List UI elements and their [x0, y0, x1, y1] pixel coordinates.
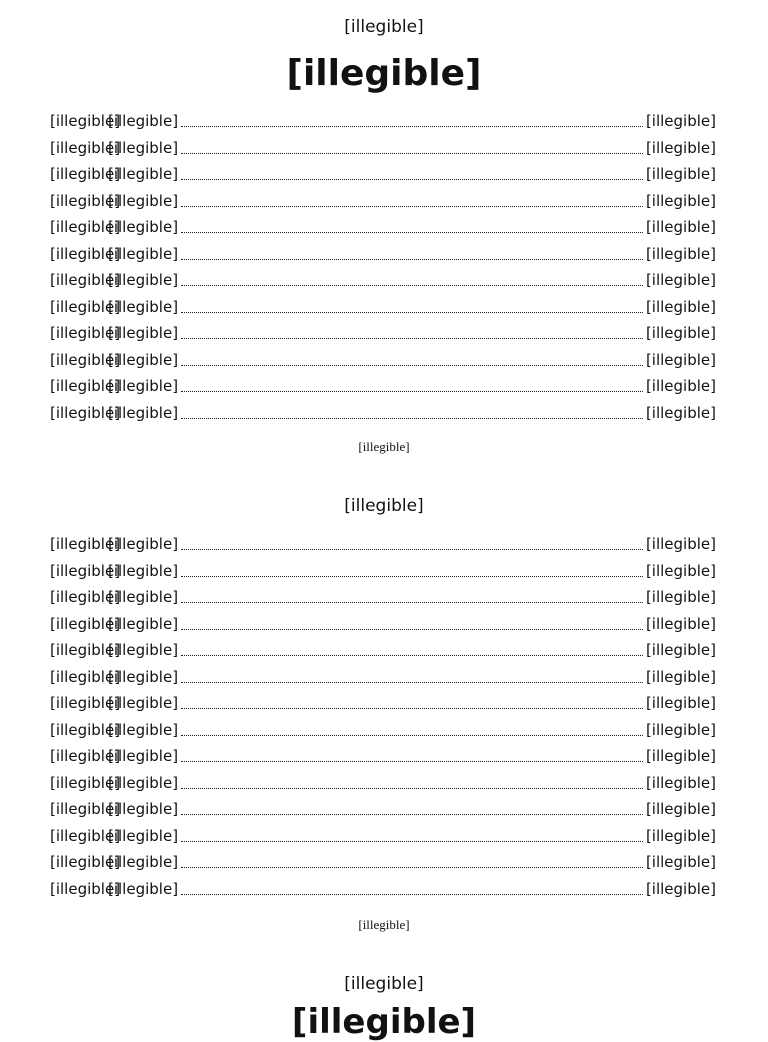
toc-entry-number: [illegible] — [50, 138, 121, 157]
dot-leader — [181, 681, 643, 683]
toc-entry-page: [illegible] — [645, 271, 716, 290]
page-number-footer: [illegible] — [358, 439, 410, 454]
dot-leader — [181, 364, 643, 366]
toc-entry-number: [illegible] — [50, 879, 121, 898]
dot-leader — [181, 654, 643, 656]
toc-entry[interactable] — [0, 214, 768, 241]
toc-entry-number: [illegible] — [50, 853, 121, 872]
toc-entry-page: [illegible] — [645, 377, 716, 396]
toc-entry-page: [illegible] — [645, 800, 716, 819]
toc-entry-page: [illegible] — [645, 191, 716, 210]
dot-leader — [181, 125, 643, 127]
toc-entry-page: [illegible] — [645, 641, 716, 660]
toc-entry-page: [illegible] — [645, 350, 716, 369]
toc-entry[interactable] — [0, 267, 768, 294]
toc-entry[interactable] — [0, 188, 768, 215]
toc-entry-page: [illegible] — [645, 297, 716, 316]
toc-entry-title: [illegible] — [108, 800, 179, 819]
top-page-number: [illegible] — [344, 17, 424, 37]
toc-entry[interactable] — [0, 770, 768, 797]
dot-leader — [181, 417, 643, 419]
toc-entry-title: [illegible] — [108, 747, 179, 766]
toc-entry-number: [illegible] — [50, 720, 121, 739]
toc-entry-page: [illegible] — [645, 879, 716, 898]
toc-entry-page: [illegible] — [645, 826, 716, 845]
toc-entry-title: [illegible] — [108, 191, 179, 210]
toc-entry-title: [illegible] — [108, 641, 179, 660]
toc-entry-number: [illegible] — [50, 377, 121, 396]
dot-leader — [181, 311, 643, 313]
toc-entry[interactable] — [0, 531, 768, 558]
dot-leader — [181, 258, 643, 260]
toc-entry-page: [illegible] — [645, 244, 716, 263]
dot-leader — [181, 178, 643, 180]
toc-entry[interactable] — [0, 876, 768, 903]
toc-entry-title: [illegible] — [108, 773, 179, 792]
toc-entry-title: [illegible] — [108, 350, 179, 369]
toc-entry[interactable] — [0, 796, 768, 823]
toc-entry[interactable] — [0, 241, 768, 268]
toc-entry-title: [illegible] — [108, 535, 179, 554]
toc-entry-number: [illegible] — [50, 165, 121, 184]
toc-entry-title: [illegible] — [108, 614, 179, 633]
toc-entry-title: [illegible] — [108, 403, 179, 422]
toc-entry-title: [illegible] — [108, 667, 179, 686]
toc-entry-page: [illegible] — [645, 694, 716, 713]
top-page-number: [illegible] — [344, 496, 424, 516]
dot-leader — [181, 601, 643, 603]
toc-entry[interactable] — [0, 743, 768, 770]
toc-entry[interactable] — [0, 611, 768, 638]
toc-entry-title: [illegible] — [108, 138, 179, 157]
toc-list — [0, 531, 768, 902]
dot-leader — [181, 893, 643, 895]
toc-entry-title: [illegible] — [108, 377, 179, 396]
toc-entry-number: [illegible] — [50, 588, 121, 607]
toc-entry[interactable] — [0, 690, 768, 717]
toc-entry-number: [illegible] — [50, 403, 121, 422]
dot-leader — [181, 284, 643, 286]
dot-leader — [181, 548, 643, 550]
toc-entry-number: [illegible] — [50, 694, 121, 713]
toc-entry-number: [illegible] — [50, 112, 121, 131]
toc-entry-page: [illegible] — [645, 535, 716, 554]
dot-leader — [181, 787, 643, 789]
toc-entry-page: [illegible] — [645, 667, 716, 686]
page-number-footer: [illegible] — [358, 917, 410, 932]
dot-leader — [181, 575, 643, 577]
toc-entry-number: [illegible] — [50, 350, 121, 369]
dot-leader — [181, 390, 643, 392]
toc-entry-title: [illegible] — [108, 879, 179, 898]
toc-entry[interactable] — [0, 717, 768, 744]
toc-entry-title: [illegible] — [108, 694, 179, 713]
toc-entry-number: [illegible] — [50, 218, 121, 237]
toc-entry[interactable] — [0, 320, 768, 347]
toc-entry-title: [illegible] — [108, 218, 179, 237]
toc-entry-number: [illegible] — [50, 747, 121, 766]
toc-entry[interactable] — [0, 584, 768, 611]
dot-leader — [181, 840, 643, 842]
dot-leader — [181, 866, 643, 868]
toc-entry-page: [illegible] — [645, 138, 716, 157]
toc-entry-title: [illegible] — [108, 271, 179, 290]
toc-list — [0, 108, 768, 426]
toc-entry[interactable] — [0, 664, 768, 691]
toc-entry-number: [illegible] — [50, 826, 121, 845]
toc-entry[interactable] — [0, 347, 768, 374]
toc-entry-number: [illegible] — [50, 641, 121, 660]
toc-entry-page: [illegible] — [645, 773, 716, 792]
toc-entry[interactable] — [0, 294, 768, 321]
toc-entry-page: [illegible] — [645, 747, 716, 766]
toc-entry-page: [illegible] — [645, 588, 716, 607]
toc-entry-number: [illegible] — [50, 324, 121, 343]
dot-leader — [181, 205, 643, 207]
toc-entry-title: [illegible] — [108, 588, 179, 607]
dot-leader — [181, 337, 643, 339]
toc-entry-number: [illegible] — [50, 773, 121, 792]
toc-entry-page: [illegible] — [645, 112, 716, 131]
toc-entry-title: [illegible] — [108, 853, 179, 872]
dot-leader — [181, 628, 643, 630]
page-3-header — [0, 974, 768, 1042]
toc-entry-page: [illegible] — [645, 403, 716, 422]
toc-entry-title: [illegible] — [108, 324, 179, 343]
toc-entry[interactable] — [0, 108, 768, 135]
toc-entry-page: [illegible] — [645, 561, 716, 580]
toc-entry-page: [illegible] — [645, 614, 716, 633]
toc-page-1 — [0, 17, 768, 426]
toc-entry-page: [illegible] — [645, 853, 716, 872]
toc-entry-number: [illegible] — [50, 191, 121, 210]
toc-entry[interactable] — [0, 135, 768, 162]
toc-entry-title: [illegible] — [108, 720, 179, 739]
page-title: [illegible] — [291, 1002, 477, 1042]
toc-entry[interactable] — [0, 637, 768, 664]
toc-entry-title: [illegible] — [108, 165, 179, 184]
toc-entry[interactable] — [0, 161, 768, 188]
toc-entry-page: [illegible] — [645, 720, 716, 739]
toc-entry-number: [illegible] — [50, 561, 121, 580]
toc-entry[interactable] — [0, 558, 768, 585]
dot-leader — [181, 734, 643, 736]
toc-entry-number: [illegible] — [50, 614, 121, 633]
toc-page-2 — [0, 496, 768, 902]
toc-entry[interactable] — [0, 400, 768, 427]
toc-entry-number: [illegible] — [50, 244, 121, 263]
dot-leader — [181, 707, 643, 709]
toc-entry-number: [illegible] — [50, 297, 121, 316]
toc-entry-title: [illegible] — [108, 297, 179, 316]
dot-leader — [181, 152, 643, 154]
dot-leader — [181, 231, 643, 233]
toc-entry-title: [illegible] — [108, 112, 179, 131]
toc-entry[interactable] — [0, 823, 768, 850]
page-title: [illegible] — [286, 53, 482, 94]
toc-entry-title: [illegible] — [108, 244, 179, 263]
toc-entry-title: [illegible] — [108, 826, 179, 845]
toc-entry-page: [illegible] — [645, 218, 716, 237]
toc-entry[interactable] — [0, 849, 768, 876]
top-page-number: [illegible] — [344, 974, 424, 994]
toc-entry-page: [illegible] — [645, 165, 716, 184]
toc-entry-number: [illegible] — [50, 800, 121, 819]
dot-leader — [181, 813, 643, 815]
toc-entry[interactable] — [0, 373, 768, 400]
toc-entry-number: [illegible] — [50, 535, 121, 554]
toc-entry-title: [illegible] — [108, 561, 179, 580]
toc-entry-number: [illegible] — [50, 271, 121, 290]
dot-leader — [181, 760, 643, 762]
toc-entry-page: [illegible] — [645, 324, 716, 343]
toc-entry-number: [illegible] — [50, 667, 121, 686]
